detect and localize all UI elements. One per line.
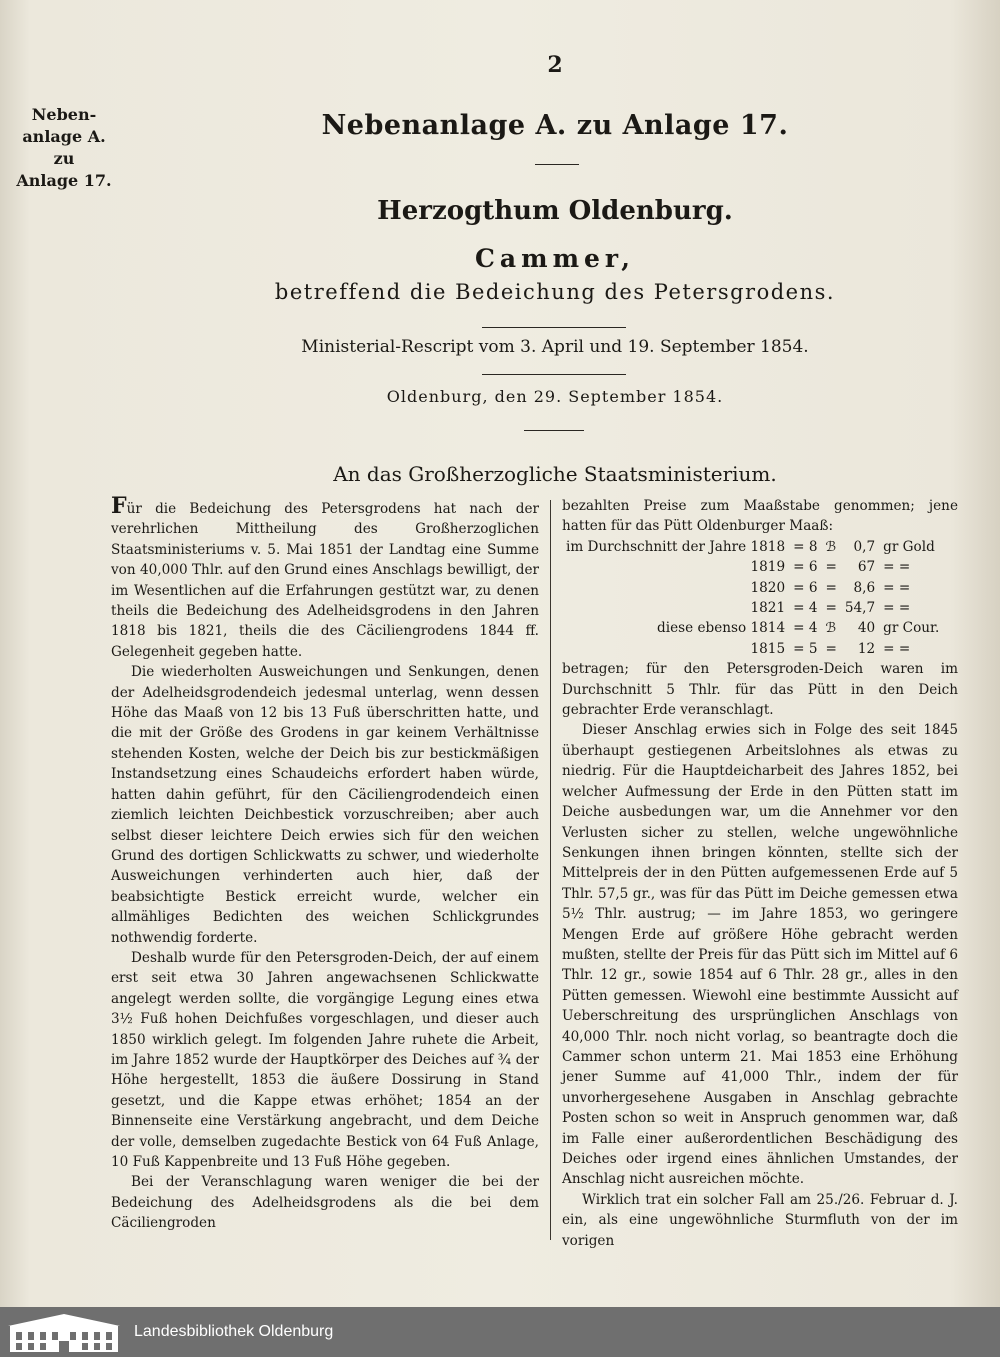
table-cell: 54,7 [844,600,876,617]
table-cell: = = [883,640,911,657]
paragraph: Wirklich trat ein solcher Fall am 25./26. Februar d. J. ein, als eine ungewöhnliche Sturmfluth von der im vorigen [562,1191,958,1249]
table-cell: 12 [857,640,876,657]
paragraph: Die wiederholten Ausweichungen und Senkungen, denen der Adelheidsgrodendeich jedesmal unterlag, wenn dessen Höhe das Maaß von 12 bis 13 Fuß überschritten hatte, und die mit der Größe des Grodens in gar keinem Verhältnisse stehenden Kosten, welche der Deich bis zur bestickmäßigen Instandsetzung eines Schaudeichs erfordert haben würde, hatten dahin geführt, für den Cäciliengrodendeich einen ziemlich leichten Deichbestick vorzuschreiben; aber auch selbst dieser leichtere Deich erwies sich für den weichen Grund des dortigen Schlickwatts zu schwer, und wiederholte Ausweichungen verhinderten auch hier, daß der beabsichtigte Bestick erreicht wurde, welcher ein allmähliges Bedichten des weichen Schlickgrundes nothwendig forderte. [111,664,539,946]
table-cell: diese ebenso 1814 [657,620,786,637]
divider-rule [535,164,579,165]
table-row [562,598,943,618]
paragraph-text: ür die Bedeichung des Petersgrodens hat nach der verehrlichen Mittheilung des Großherzoglichen Staatsministeriums v. 5. Mai 1851 der Landtag eine Summe von 40,000 Thlr. auf den Grund eines Anschlags bewilligt, der im Wesentlichen auf die Erfahrungen gestützt war, zu denen theils die Bedeichung des Adelheidsgrodens in den Jahren 1818 bis 1821, theils die des Cäciliengrodens 1844 ff. Gelegenheit gegeben hatte. [111,501,539,660]
table-cell: 0,7 [853,538,876,555]
table-cell: 1815 [750,640,786,657]
table-cell: gr Gold [883,538,935,555]
library-building-icon [4,1310,124,1354]
table-cell: 1820 [750,579,786,596]
table-cell: 1821 [750,600,786,617]
table-row [562,578,943,598]
paragraph: Dieser Anschlag erwies sich in Folge des seit 1845 überhaupt gestiegenen Arbeitslohnes als etwas zu niedrig. Für die Hauptdeicharbeit des Jahres 1852, bei welcher Aufmessung der Erde in den Pütten statt im Deiche ausbedungen war, um die Annehmer vor den Verlusten sicher zu stellen, welche ungewöhnliche Senkungen ihnen bringen könnten, stellte sich der Mittelpreis der in den Pütten aufgemessenen Erde auf 5 Thlr. 57,5 gr., was für das Pütt im Deiche gemessen etwa 5½ Thlr. austrug; — im Jahre 1853, wo geringere Mengen Erde auf größere Höhe gebracht werden mußten, stellte der Preis für das Pütt sich im Mittel auf 6 Thlr. 12 gr., sowie 1854 auf 6 Thlr. 28 gr., alles in den Pütten gemessen. Wiewohl eine bestimmte Aussicht auf Ueberschreitung des ursprünglichen Anschlags von 40,000 Thlr. noch nicht vorlag, so beantragte doch die Cammer schon unterm 21. Mai 1853 eine Erhöhung jener Summe auf 41,000 Thlr., indem der für unvorhergesehene Ausgaben in Anschlag gebrachte Posten schon so weit in Anspruch genommen war, daß im Falle einer außerordentlichen Beschädigung des Deiches oder irgend eines ähnlichen Umstandes, der Anschlag nicht ausreichen möchte. [562,722,958,1188]
table-cell: 67 [857,559,876,576]
table-row [562,557,943,577]
paragraph: Bei der Veranschlagung waren weniger die bei der Bedeichung des Adelheidsgrodens als die bei dem Cäciliengroden [111,1174,539,1232]
table-cell: = 6 [793,579,818,596]
table-row [562,537,943,557]
table-cell: = 4 [793,620,818,637]
table-row [562,618,943,638]
table-cell: = [825,600,837,617]
table-cell: = 8 [793,538,818,555]
library-footer [0,1307,1000,1357]
table-cell: = [825,579,837,596]
address-line: An das Großherzogliche Staatsministerium. [333,462,777,486]
drop-cap: F [111,493,127,519]
table-cell: ℬ [825,538,837,555]
table-cell: 40 [857,620,876,637]
table-cell: = = [883,559,911,576]
table-cell: = [825,640,837,657]
table-cell: ℬ [825,620,837,637]
paragraph [111,493,539,662]
paragraph: betragen; für den Petersgroden-Deich waren im Durchschnitt 5 Thlr. für das Pütt in den Deich gebrachter Erde veranschlagt. [562,661,958,719]
table-cell: = 4 [793,600,818,617]
table-cell: 1819 [750,559,786,576]
divider-rule [524,430,584,431]
page-number: 2 [547,52,563,78]
table-cell: 8,6 [853,579,876,596]
table-cell: gr Cour. [883,620,940,637]
page-title: Nebenanlage A. zu Anlage 17. [321,110,789,141]
left-text-column [111,493,539,1234]
duchy-heading: Herzogthum Oldenburg. [377,196,733,226]
paragraph: bezahlten Preise zum Maaßstabe genommen; jene hatten für das Pütt Oldenburger Maaß: [562,498,958,535]
divider-rule [482,374,626,375]
rescript-line: Ministerial-Rescript vom 3. April und 19. September 1854. [301,337,809,357]
table-cell: im Durchschnitt der Jahre 1818 [566,538,786,555]
table-cell: = 5 [793,640,818,657]
price-table [562,537,943,659]
margin-note-line: Anlage 17. [16,171,112,190]
place-date: Oldenburg, den 29. September 1854. [386,387,724,406]
table-cell: = [825,559,837,576]
table-cell: = 6 [793,559,818,576]
library-name: Landesbibliothek Oldenburg [134,1323,334,1340]
divider-rule [482,327,626,328]
right-text-column [562,496,958,1251]
paragraph: Deshalb wurde für den Petersgroden-Deich, der auf einem erst seit etwa 30 Jahren angewachsenen Schlickwatte angelegt werden sollte, die vorgängige Legung eines etwa 3½ Fuß hohen Deichfußes vorgeschlagen, und dieser auch 1850 wirklich gelegt. Im folgenden Jahre ruhete die Arbeit, im Jahre 1852 wurde der Hauptkörper des Deiches auf ¾ der Höhe hergestellt, 1853 die äußere Dossirung in Stand gesetzt, und die Kappe etwas erhöhet; 1854 an der Binnenseite eine Verstärkung angebracht, und dem Deiche der volle, demselben zugedachte Bestick von 64 Fuß Anlage, 10 Fuß Kappenbreite und 13 Fuß Höhe gegeben. [111,949,539,1170]
subject-line: betreffend die Bedeichung des Petersgrodens. [274,280,836,304]
table-cell: = = [883,579,911,596]
table-row [562,639,943,659]
table-cell: = = [883,600,911,617]
column-divider [550,500,551,1240]
margin-note-line: Neben- [31,105,97,124]
chamber-heading: Cammer, [475,244,635,273]
margin-note-line: anlage A. [22,127,106,146]
margin-note-line: zu [53,149,75,168]
